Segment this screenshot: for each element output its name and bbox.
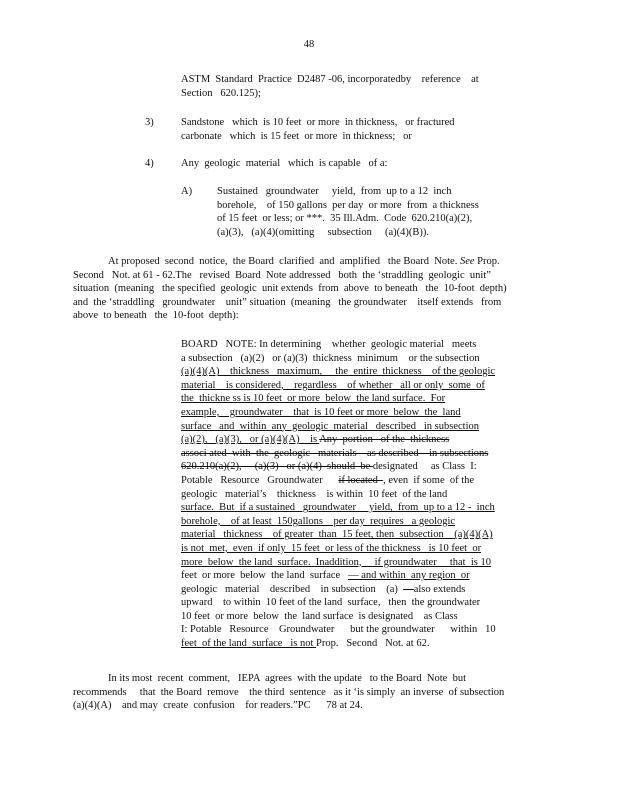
deleted-text-line: associ ated with the geologic materials as described in subsections: [181, 447, 489, 459]
deleted-text: Any portion of the thickness: [319, 434, 450, 446]
text-line: ASTM Standard Practice D2487 -06, incorporatedby reference at: [181, 74, 479, 85]
text-span: Prop. Second Not. at 62.: [316, 638, 430, 650]
inserted-text-line: example, groundwater that is 10 feet or more below the land: [181, 406, 461, 418]
text-line: geologic material’s thickness is within 10 feet of the land: [181, 488, 448, 500]
inserted-text: feet of the land surface is not: [181, 638, 316, 650]
inserted-text-line: material is considered, regardless of whether all or only some of: [181, 379, 485, 391]
text-line: (a)(3), (a)(4)(omitting subsection (a)(4)(B)).: [217, 226, 429, 238]
text-line: Sandstone which is 10 feet or more in thickness, or fractured: [181, 117, 455, 128]
text-line: above to beneath the 10-foot depth):: [73, 310, 239, 322]
text-line: a subsection (a)(2) or (a)(3) thickness minimum or the subsection: [181, 352, 480, 364]
item-a-text: [217, 185, 479, 239]
text-line: Sustained groundwater yield, from up to a 12 inch: [217, 186, 452, 197]
text-line: (a)(4)(A) and may create confusion for readers.”PC 78 at 24.: [73, 700, 363, 712]
text-line: and the ‘straddling groundwater unit” situation (meaning the groundwater itself extends from: [73, 296, 502, 308]
astm-continuation: [181, 73, 479, 100]
inserted-text-line: more below the land surface. Inaddition, if groundwater that is 10: [181, 556, 491, 568]
text-line: In its most recent comment, IEPA agrees with the update to the Board Note but: [108, 673, 466, 684]
inserted-text-line: borehole, of at least 150gallons per day requires a geologic: [181, 515, 456, 527]
text-line: Second Not. at 61 - 62.The revised Board Note addressed both the ‘straddling geologic unit”: [73, 269, 491, 281]
text-span: At proposed second notice, the Board clarified and amplified the Board Note.: [108, 256, 460, 267]
text-line: upward to within 10 feet of the land surface, then the groundwater: [181, 597, 481, 609]
item-marker-3: 3): [145, 117, 154, 128]
text-span: , even if some of the: [383, 474, 475, 486]
item-marker-a: A): [181, 186, 193, 197]
deleted-text: 620.210(a)(2), (a)(3) or (a)(4) should be: [181, 461, 373, 473]
text-line: of 15 feet or less; or ***. 35 Ill.Adm. Code 620.210(a)(2),: [217, 213, 473, 225]
text-line: BOARD NOTE: In determining whether geologic material meets: [181, 339, 477, 350]
inserted-text-line: material thickness of greater than 15 feet, then subsection (a)(4)(A): [181, 529, 493, 541]
text-span: designated as Class I:: [372, 461, 477, 473]
text-line: Any geologic material which is capable of a:: [181, 158, 388, 169]
text-span: feet or more below the land surface: [181, 570, 349, 582]
text-span: geologic material described in subsection (a): [181, 583, 404, 595]
deleted-text: if located: [338, 474, 384, 486]
text-span: Prop.: [474, 256, 500, 267]
inserted-text: — and within any region or: [348, 570, 470, 582]
text-line: Section 620.125);: [181, 87, 261, 99]
item-3-text: [181, 116, 455, 143]
inserted-text-line: surface. But if a sustained groundwater yield, from up to a 12 - inch: [181, 502, 495, 514]
text-span: also extends: [413, 583, 466, 595]
text-line: borehole, of 150 gallons per day or more from a thickness: [217, 199, 479, 211]
paragraph-prop-second-notice: [73, 255, 507, 323]
text-line: situation (meaning the specified geologic unit extends from above to beneath the 10-foot depth): [73, 283, 507, 295]
page-number: 48: [303, 39, 315, 50]
paragraph-iepa-comment: [73, 672, 504, 713]
text-line: 10 feet or more below the land surface is designated as Class: [181, 610, 458, 622]
text-span: Potable Resource Groundwater: [181, 474, 339, 486]
text-line: recommends that the Board remove the third sentence as it ‘is simply an inverse of subsection: [73, 686, 505, 698]
inserted-text-line: (a)(4)(A) thickness maximum, the entire thickness of the geologic: [181, 366, 496, 378]
inserted-text-line: the thickne ss is 10 feet or more below the land surface. For: [181, 393, 446, 405]
citation-see: See: [459, 256, 475, 267]
deleted-text: —: [403, 583, 414, 595]
inserted-text-line: surface and within any geologic material described in subsection: [181, 420, 479, 432]
item-4-text: [181, 157, 387, 171]
inserted-text-line: is not met, even if only 15 feet or less of the thickness is 10 feet or: [181, 542, 482, 554]
item-marker-4: 4): [145, 158, 154, 169]
text-line: carbonate which is 15 feet or more in thickness; or: [181, 130, 412, 142]
inserted-text: (a)(2), (a)(3), or (a)(4)(A) is: [181, 434, 320, 446]
board-note-quote: [181, 338, 496, 651]
text-line: I: Potable Resource Groundwater but the groundwater within 10: [181, 624, 496, 636]
